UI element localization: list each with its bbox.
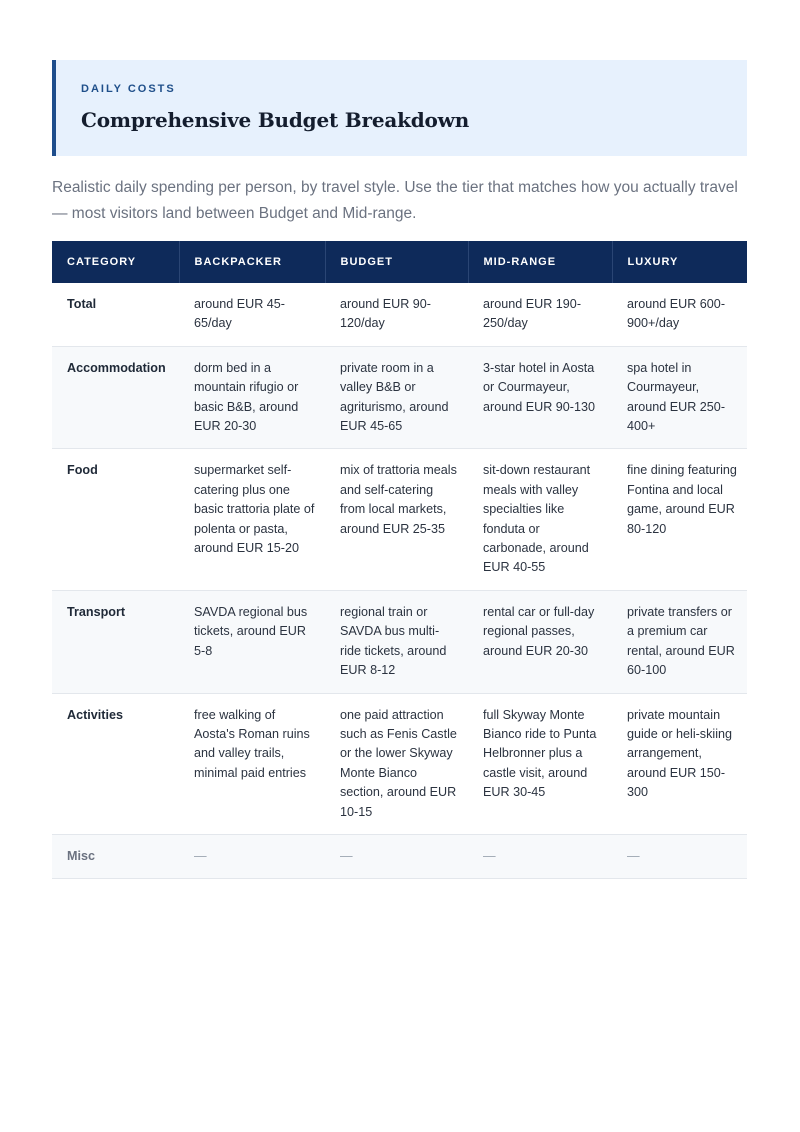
header-budget: BUDGET: [325, 241, 468, 283]
cell-budget: one paid attraction such as Fenis Castle or the lower Skyway Monte Bianco section, around EUR 10-15: [325, 693, 468, 834]
section-eyebrow: DAILY COSTS: [81, 83, 176, 95]
cell-budget: mix of trattoria meals and self-catering from local markets, around EUR 25-35: [325, 449, 468, 590]
section-title: Comprehensive Budget Breakdown: [81, 108, 470, 132]
cell-midrange: sit-down restaurant meals with valley specialties like fonduta or carbonade, around EUR 40-55: [468, 449, 612, 590]
table-header: [52, 241, 747, 283]
cell-luxury: private transfers or a premium car rental, around EUR 60-100: [612, 590, 747, 693]
table-row: [52, 449, 747, 590]
cell-luxury: private mountain guide or heli-skiing arrangement, around EUR 150-300: [612, 693, 747, 834]
row-category: Transport: [52, 590, 179, 693]
cell-midrange: —: [468, 834, 612, 878]
header-row: [52, 241, 747, 283]
row-category: Total: [52, 283, 179, 346]
intro-paragraph: Realistic daily spending per person, by travel style. Use the tier that matches how you actually travel — most visitors land between Budget and Mid-range.: [52, 179, 738, 222]
cell-backpacker: dorm bed in a mountain rifugio or basic B&B, around EUR 20-30: [179, 346, 325, 449]
table-row: [52, 283, 747, 346]
cell-backpacker: supermarket self-catering plus one basic trattoria plate of polenta or pasta, around EUR 15-20: [179, 449, 325, 590]
table-row: [52, 693, 747, 834]
header-backpacker: BACKPACKER: [179, 241, 325, 283]
row-category: Misc: [52, 834, 179, 878]
cell-midrange: around EUR 190-250/day: [468, 283, 612, 346]
table-body: [52, 283, 747, 879]
cell-luxury: fine dining featuring Fontina and local game, around EUR 80-120: [612, 449, 747, 590]
cell-budget: —: [325, 834, 468, 878]
cell-backpacker: free walking of Aosta's Roman ruins and valley trails, minimal paid entries: [179, 693, 325, 834]
cell-budget: private room in a valley B&B or agriturismo, around EUR 45-65: [325, 346, 468, 449]
cell-midrange: 3-star hotel in Aosta or Courmayeur, around EUR 90-130: [468, 346, 612, 449]
cell-backpacker: —: [179, 834, 325, 878]
budget-table: [52, 241, 747, 879]
cell-backpacker: SAVDA regional bus tickets, around EUR 5-8: [179, 590, 325, 693]
header-category: CATEGORY: [52, 241, 179, 283]
cell-budget: around EUR 90-120/day: [325, 283, 468, 346]
table-row: [52, 590, 747, 693]
cell-midrange: full Skyway Monte Bianco ride to Punta Helbronner plus a castle visit, around EUR 30-45: [468, 693, 612, 834]
table-row: [52, 834, 747, 878]
section-callout: [52, 60, 747, 156]
cell-backpacker: around EUR 45-65/day: [179, 283, 325, 346]
header-midrange: MID-RANGE: [468, 241, 612, 283]
row-category: Food: [52, 449, 179, 590]
cell-luxury: around EUR 600-900+/day: [612, 283, 747, 346]
cell-budget: regional train or SAVDA bus multi-ride tickets, around EUR 8-12: [325, 590, 468, 693]
row-category: Activities: [52, 693, 179, 834]
cell-midrange: rental car or full-day regional passes, around EUR 20-30: [468, 590, 612, 693]
cell-luxury: spa hotel in Courmayeur, around EUR 250-400+: [612, 346, 747, 449]
row-category: Accommodation: [52, 346, 179, 449]
cell-luxury: —: [612, 834, 747, 878]
header-luxury: LUXURY: [612, 241, 747, 283]
table-row: [52, 346, 747, 449]
